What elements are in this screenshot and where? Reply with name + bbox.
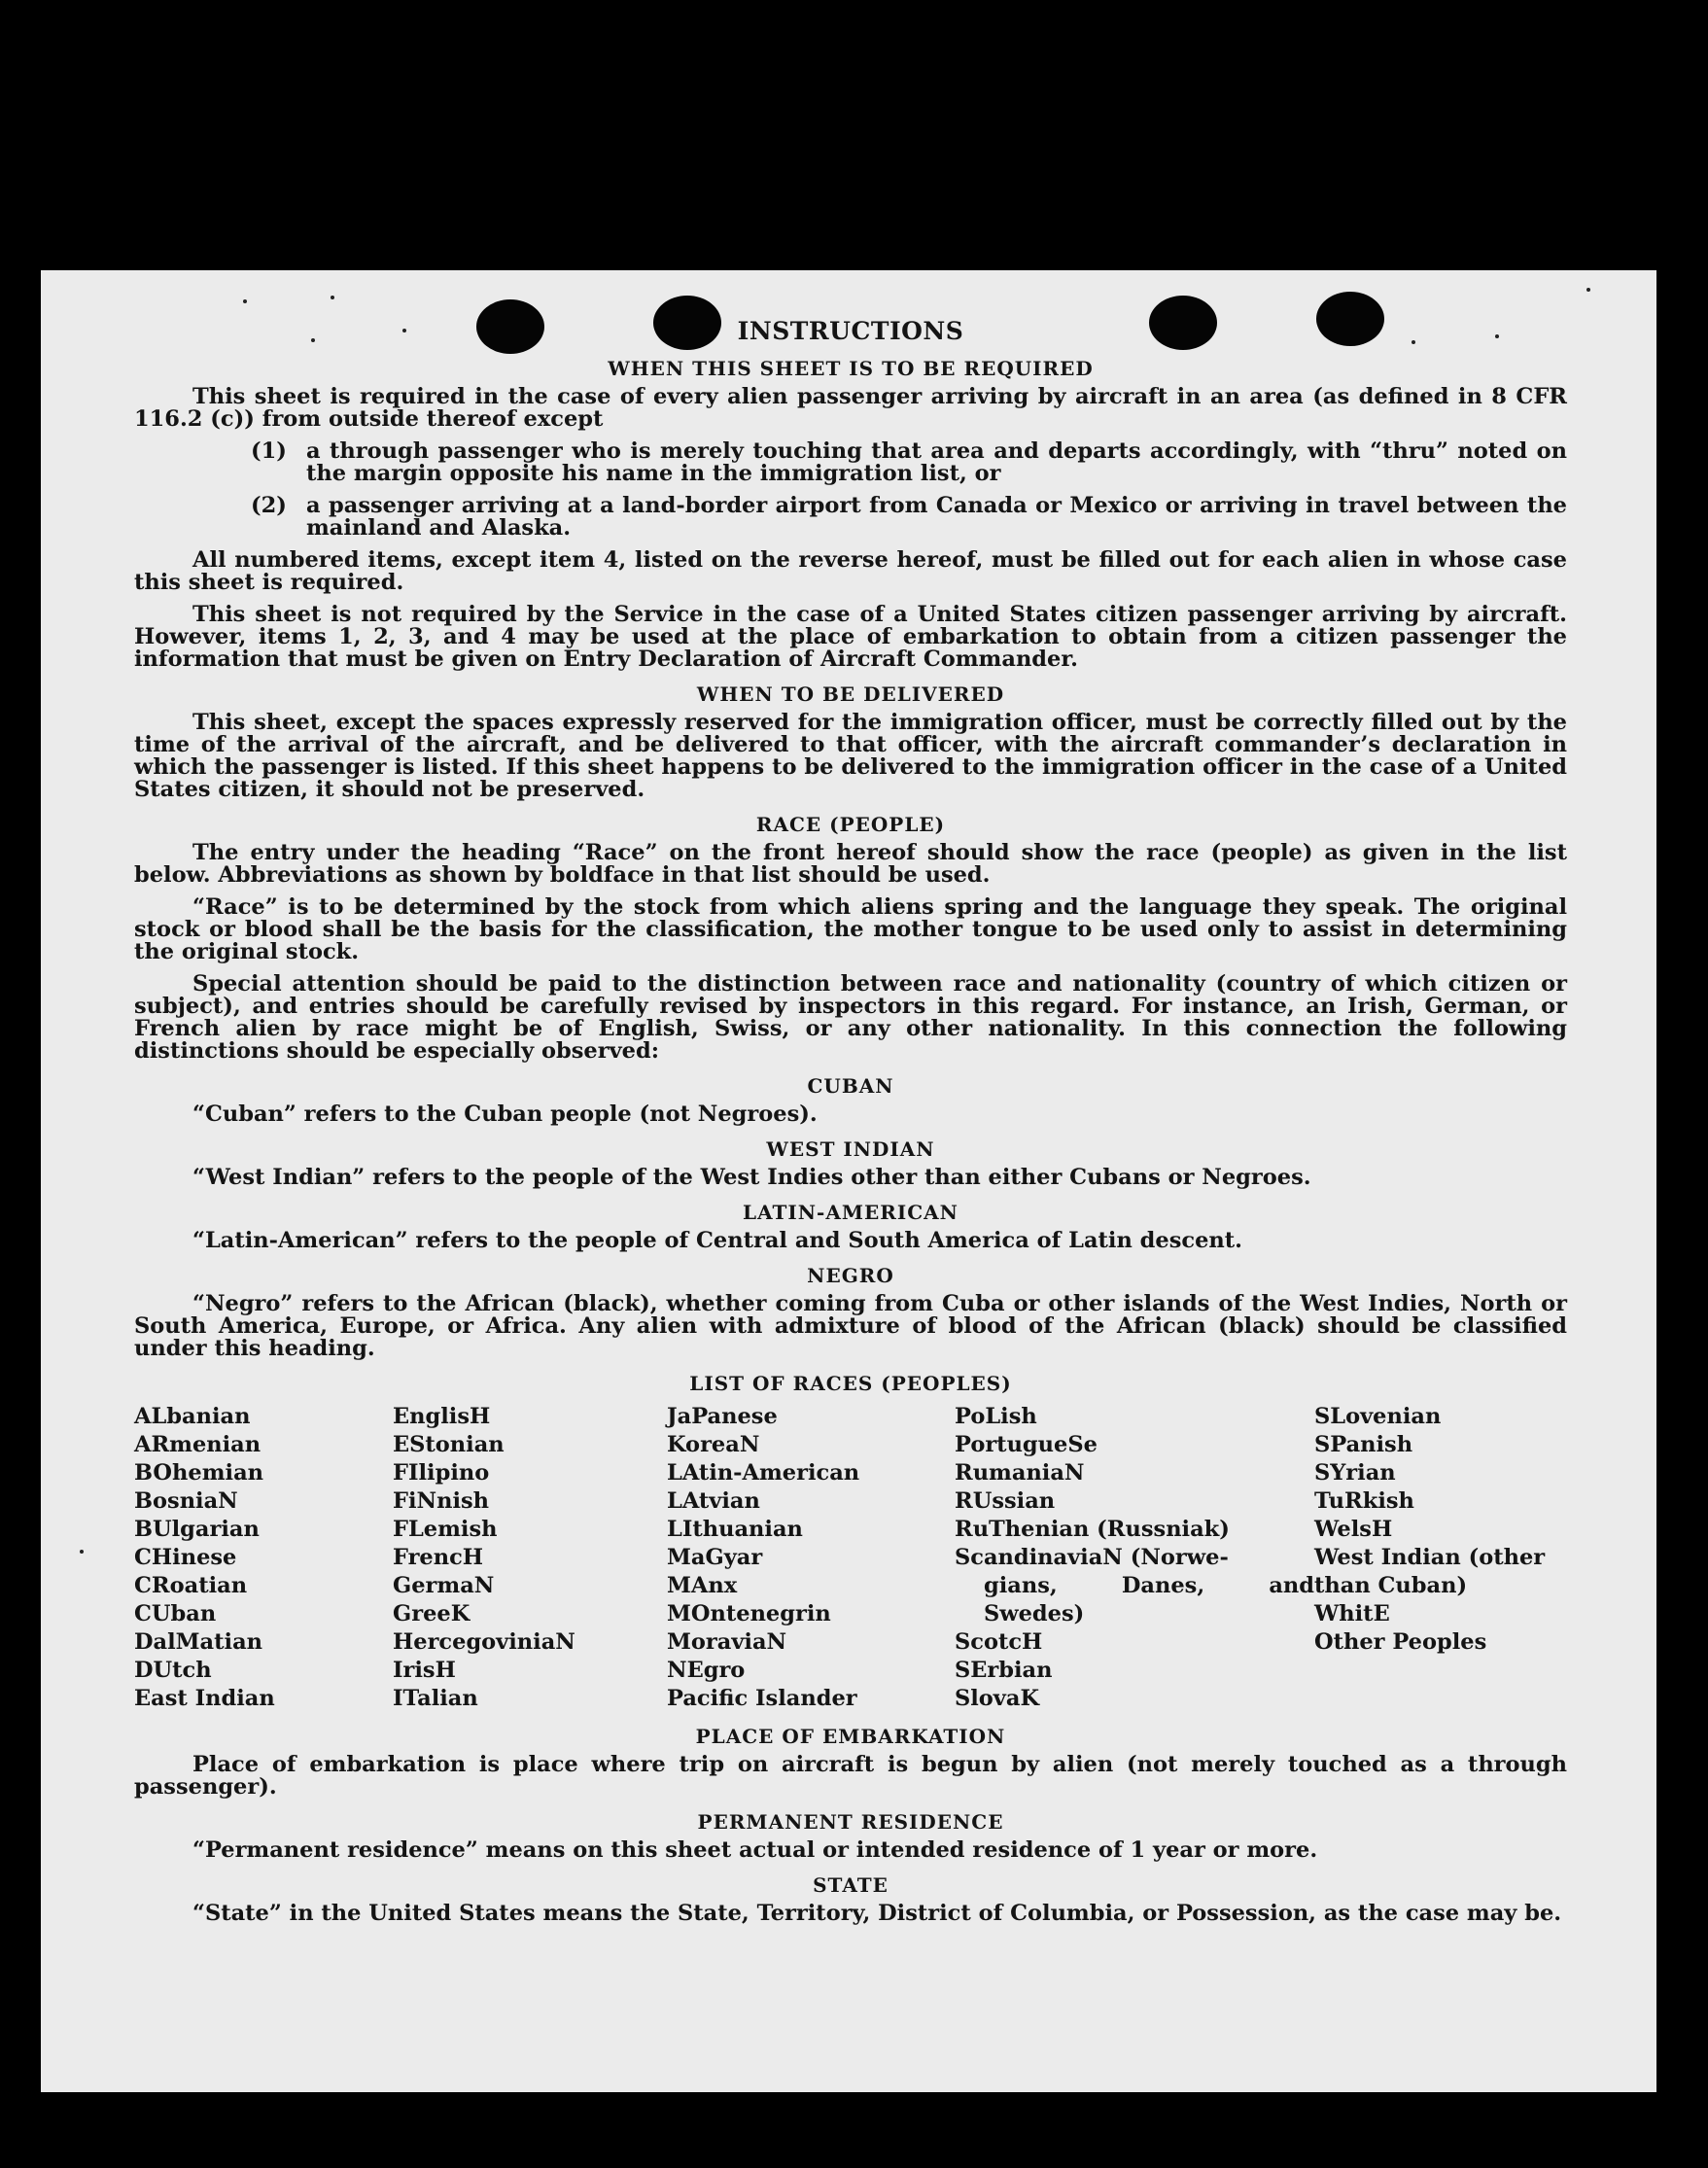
races-column (955, 1403, 1314, 1713)
paragraph: This sheet is required in the case of every alien passenger arriving by aircraft in an area (as defined in 8 CFR 116.2 (c)) from outside thereof except (134, 384, 1567, 432)
heading-when-required: WHEN THIS SHEET IS TO BE REQUIRED (608, 357, 1094, 380)
race-entry: EStonian (393, 1432, 505, 1457)
paragraph: “Permanent residence” means on this sheet actual or intended residence of 1 year or more. (192, 1837, 1318, 1863)
item-number: (2) (251, 493, 287, 518)
race-entry: DalMatian (134, 1629, 263, 1655)
race-entry: SErbian (955, 1658, 1053, 1683)
race-entry: DUtch (134, 1658, 212, 1683)
speck (80, 1550, 84, 1554)
speck (243, 299, 247, 303)
race-entry: BUlgarian (134, 1517, 260, 1542)
race-entry: Pacific Islander (667, 1686, 857, 1711)
race-entry: RumaniaN (955, 1460, 1085, 1486)
race-entry: CHinese (134, 1545, 237, 1570)
race-entry: Swedes) (984, 1601, 1085, 1626)
paragraph: “State” in the United States means the State, Territory, District of Columbia, or Possession, as the case may be. (192, 1901, 1562, 1926)
heading-cuban: CUBAN (807, 1074, 894, 1098)
heading-latin-american: LATIN-AMERICAN (743, 1201, 959, 1224)
race-entry: ScotcH (955, 1629, 1043, 1655)
race-entry: WhitE (1314, 1601, 1390, 1626)
list-item (251, 495, 1567, 540)
paragraph: This sheet is not required by the Service in the case of a United States citizen passenger arriving by aircraft. However, items 1, 2, 3, and 4 may be used at the place of embarkation to obtain from a citizen passenger the information that must be given on Entry Declaration of Aircraft Commander. (134, 602, 1567, 672)
heading-race: RACE (PEOPLE) (755, 813, 946, 836)
race-entry: PortugueSe (955, 1432, 1098, 1457)
paragraph: “Cuban” refers to the Cuban people (not Negroes). (192, 1101, 818, 1127)
race-entry: FIlipino (393, 1460, 490, 1486)
race-entry: SYrian (1314, 1460, 1396, 1486)
speck (331, 296, 334, 299)
race-entry: TuRkish (1314, 1488, 1414, 1514)
races-column (667, 1403, 955, 1713)
race-entry: JaPanese (667, 1404, 778, 1429)
race-entry: MoraviaN (667, 1629, 787, 1655)
races-column (1314, 1403, 1567, 1713)
race-entry: RUssian (955, 1488, 1056, 1514)
race-entry: MAnx (667, 1573, 738, 1598)
race-entry: PoLish (955, 1404, 1037, 1429)
race-entry: BosniaN (134, 1488, 238, 1514)
races-table (134, 1403, 1567, 1713)
race-entry: MOntenegrin (667, 1601, 831, 1626)
heading-embarkation: PLACE OF EMBARKATION (695, 1725, 1006, 1748)
race-entry: RuThenian (Russniak) (955, 1517, 1230, 1542)
heading-when-delivered: WHEN TO BE DELIVERED (696, 682, 1005, 706)
race-entry: East Indian (134, 1686, 275, 1711)
race-entry: MaGyar (667, 1545, 763, 1570)
race-entry: SlovaK (955, 1686, 1040, 1711)
heading-permanent-residence: PERMANENT RESIDENCE (697, 1810, 1004, 1834)
race-entry: EnglisH (393, 1404, 491, 1429)
paragraph: “West Indian” refers to the people of the West Indies other than either Cubans or Negroes. (192, 1165, 1311, 1190)
race-entry: FiNnish (393, 1488, 490, 1514)
race-entry: FrencH (393, 1545, 484, 1570)
paragraph: “Latin-American” refers to the people of Central and South America of Latin descent. (192, 1228, 1242, 1253)
document-title: INSTRUCTIONS (737, 317, 964, 345)
race-entry: SPanish (1314, 1432, 1413, 1457)
race-entry: ITalian (393, 1686, 478, 1711)
item-text: a passenger arriving at a land-border airport from Canada or Mexico or arriving in travel between the mainland and Alaska. (306, 493, 1567, 541)
race-entry: LIthuanian (667, 1517, 803, 1542)
race-entry: FLemish (393, 1517, 498, 1542)
race-entry: GreeK (393, 1601, 471, 1626)
races-column (393, 1403, 667, 1713)
heading-west-indian: WEST INDIAN (766, 1137, 935, 1161)
race-entry: NEgro (667, 1658, 746, 1683)
race-entry: SLovenian (1314, 1404, 1442, 1429)
heading-negro: NEGRO (807, 1264, 894, 1287)
item-text: a through passenger who is merely touching that area and departs accordingly, with “thru” noted on the margin opposite his name in the immigration list, or (306, 438, 1567, 486)
instructions-content (134, 317, 1567, 1935)
races-column (134, 1403, 393, 1713)
paragraph: “Race” is to be determined by the stock from which aliens spring and the language they speak. The original stock or blood shall be the basis for the classification, the mother tongue to be used only to assist in determining the original stock. (134, 894, 1567, 964)
race-entry: HercegoviniaN (393, 1629, 575, 1655)
list-item (251, 440, 1567, 485)
speck (1586, 288, 1590, 292)
item-number: (1) (251, 438, 287, 464)
race-entry: than Cuban) (1314, 1573, 1468, 1598)
race-entry: LAtvian (667, 1488, 760, 1514)
race-entry: Other Peoples (1314, 1629, 1487, 1655)
heading-state: STATE (813, 1873, 889, 1897)
document-page (41, 270, 1656, 2092)
race-entry: WelsH (1314, 1517, 1393, 1542)
paragraph: Special attention should be paid to the distinction between race and nationality (country of which citizen or subject), and entries should be carefully revised by inspectors in this regard. For instance, an Irish, German, or French alien by race might be of English, Swiss, or any other nationality. In this connection the following distinctions should be especially observed: (134, 971, 1567, 1064)
heading-list-of-races: LIST OF RACES (PEOPLES) (689, 1372, 1012, 1395)
paragraph: “Negro” refers to the African (black), whether coming from Cuba or other islands of the West Indies, North or South America, Europe, or Africa. Any alien with admixture of blood of the African (black) should be classified under this heading. (134, 1291, 1567, 1361)
race-entry: BOhemian (134, 1460, 264, 1486)
race-entry: GermaN (393, 1573, 495, 1598)
race-entry: gians, Danes, and (984, 1573, 1314, 1598)
race-entry: ALbanian (134, 1404, 251, 1429)
paragraph: Place of embarkation is place where trip on aircraft is begun by alien (not merely touched as a through passenger). (134, 1752, 1567, 1800)
race-entry: KoreaN (667, 1432, 760, 1457)
race-entry: IrisH (393, 1658, 456, 1683)
paragraph: The entry under the heading “Race” on the front hereof should show the race (people) as given in the list below. Abbreviations as shown by boldface in that list should be used. (134, 840, 1567, 888)
race-entry: CRoatian (134, 1573, 248, 1598)
race-entry: CUban (134, 1601, 217, 1626)
race-entry: West Indian (other (1314, 1545, 1546, 1570)
race-entry: ScandinaviaN (Norwe- (955, 1545, 1229, 1570)
race-entry: ARmenian (134, 1432, 261, 1457)
race-entry: LAtin-American (667, 1460, 860, 1486)
paragraph: This sheet, except the spaces expressly reserved for the immigration officer, must be correctly filled out by the time of the arrival of the aircraft, and be delivered to that officer, with the aircraft commander’s declaration in which the passenger is listed. If this sheet happens to be delivered to the immigration officer in the case of a United States citizen, it should not be preserved. (134, 710, 1567, 802)
paragraph: All numbered items, except item 4, listed on the reverse hereof, must be filled out for each alien in whose case this sheet is required. (134, 547, 1567, 595)
